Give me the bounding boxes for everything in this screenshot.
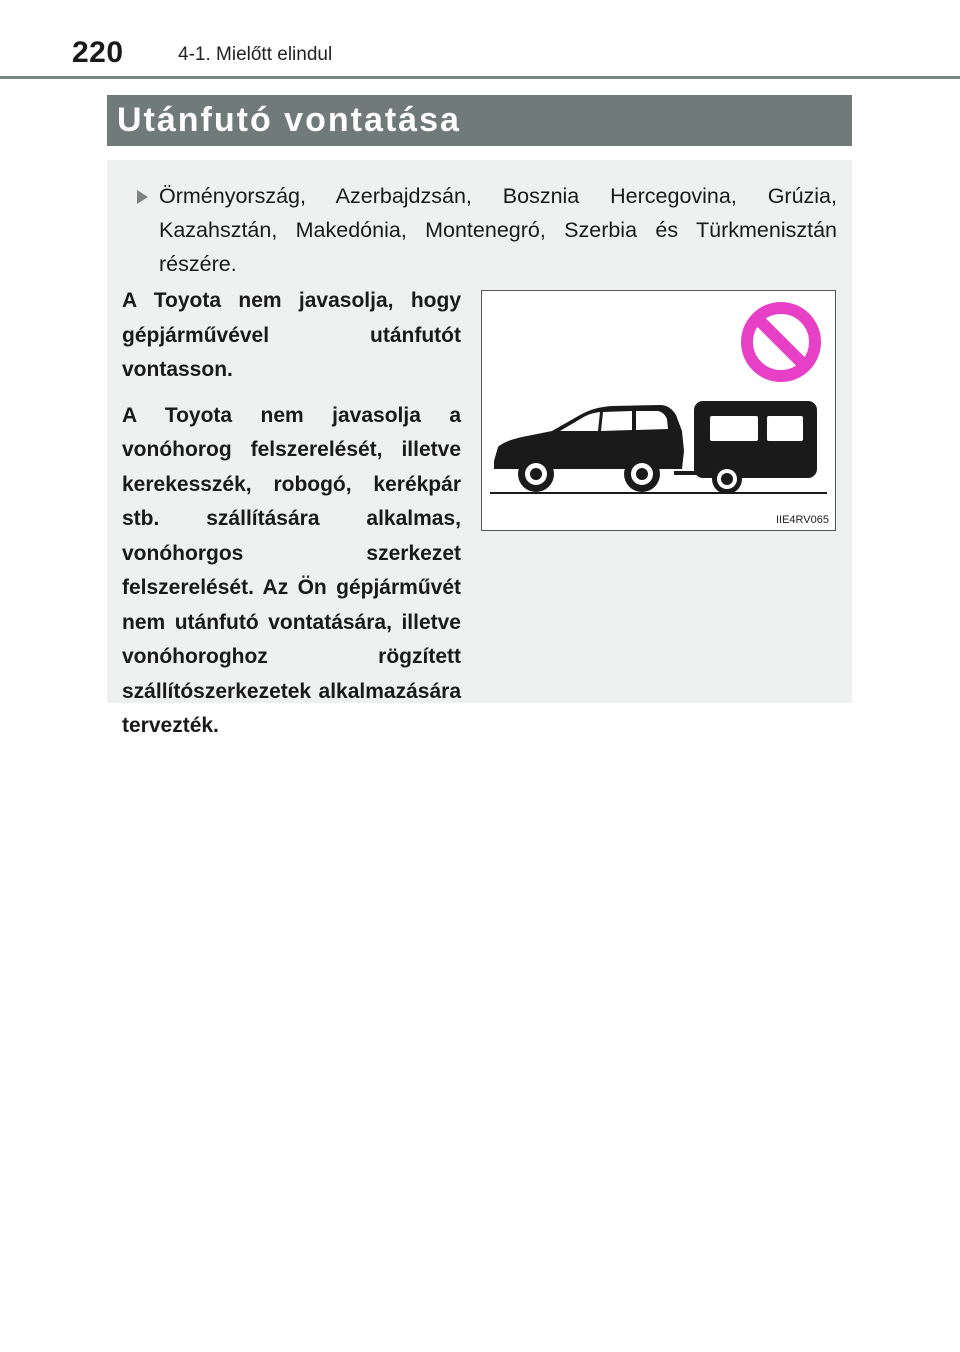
towing-prohibited-illustration bbox=[482, 291, 835, 530]
figure-box bbox=[481, 290, 836, 531]
figure-code: IIE4RV065 bbox=[775, 514, 829, 526]
header-rule bbox=[0, 76, 960, 79]
chapter-title: 4-1. Mielőtt elindul bbox=[178, 44, 333, 65]
warning-paragraph-1: A Toyota nem javasolja, hogy gépjárművével utánfutót vontasson. bbox=[122, 289, 461, 381]
section-title-bar bbox=[107, 95, 852, 146]
triangle-bullet-icon bbox=[137, 190, 148, 204]
prohibited-icon bbox=[747, 308, 815, 376]
warning-paragraph-2: A Toyota nem javasolja a vonóhorog felszerelését, illetve kerekesszék, robogó, kerékpár stb. szállítására alkalmas, vonóhorgos szerkezet felszerelését. Az Ön gépjárművét nem utánfutó vontatására, illetve vonóhoroghoz rögzített szállítószerkezetek alkalmazására tervezték. bbox=[122, 403, 461, 737]
page-number: 220 bbox=[72, 36, 124, 69]
content-box bbox=[107, 160, 852, 737]
warning-text bbox=[122, 284, 461, 755]
trailer-icon bbox=[674, 401, 817, 494]
car-icon bbox=[494, 405, 684, 492]
region-note-text: Örményország, Azerbajdzsán, Bosznia Hercegovina, Grúzia, Kazahsztán, Makedónia, Montenegró, Szerbia és Türkmenisztán részére. bbox=[159, 184, 837, 276]
region-note bbox=[137, 179, 837, 281]
section-title: Utánfutó vontatása bbox=[117, 101, 461, 139]
